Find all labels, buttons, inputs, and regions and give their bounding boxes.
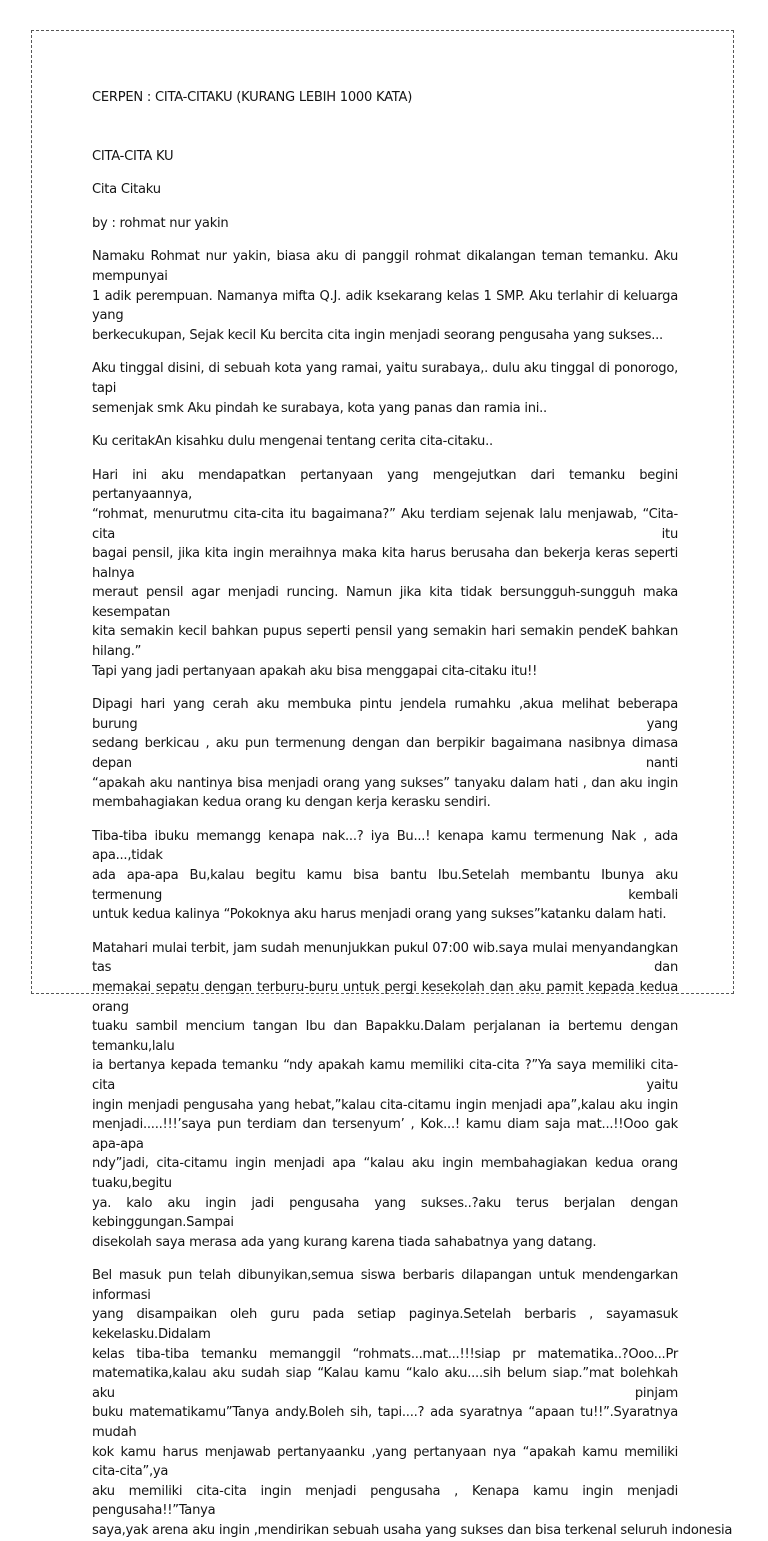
- paragraph: [92, 1266, 733, 1540]
- paragraph-line: menjadi.....!!!’saya pun terdiam dan tersenyum’ , Kok...! kamu diam saja mat...!!Ooo gak apa-apa: [92, 1117, 678, 1152]
- document-header: CERPEN : CITA-CITAKU (KURANG LEBIH 1000 KATA): [92, 90, 413, 105]
- paragraph-line: memakai sepatu dengan terburu-buru untuk pergi kesekolah dan aku pamit kepada kedua orang: [92, 979, 678, 1015]
- paragraph: [92, 359, 678, 418]
- paragraph-line: membahagiakan kedua orang ku dengan kerja kerasku sendiri.: [92, 795, 491, 811]
- paragraph-line: matematika,kalau aku sudah siap “Kalau kamu “kalo aku....sih belum siap.”mat bolehkah aku pinjam: [92, 1366, 678, 1401]
- paragraph: [92, 939, 678, 1253]
- story-title: CITA-CITA KU: [92, 148, 174, 164]
- paragraph: [92, 432, 678, 452]
- paragraph-line: Tapi yang jadi pertanyaan apakah aku bisa menggapai cita-citaku itu!!: [92, 663, 538, 679]
- paragraph-line: Dipagi hari yang cerah aku membuka pintu jendela rumahku ,akua melihat beberapa burung yang: [92, 697, 678, 732]
- paragraph-line: yang disampaikan oleh guru pada setiap paginya.Setelah berbaris , sayamasuk kekelasku.Didalam: [92, 1307, 678, 1343]
- paragraph-line: aku memiliki cita-cita ingin menjadi pengusaha , Kenapa kamu ingin menjadi pengusaha!!”Tanya: [92, 1483, 678, 1519]
- paragraph-line: ya. kalo aku ingin jadi pengusaha yang sukses..?aku terus berjalan dengan kebinggungan.Sampai: [92, 1195, 678, 1231]
- paragraph-line: saya,yak arena aku ingin ,mendirikan sebuah usaha yang sukses dan bisa terkenal seluruh indonesia: [92, 1523, 733, 1538]
- paragraph-line: Bel masuk pun telah dibunyikan,semua siswa berbaris dilapangan untuk mendengarkan informasi: [92, 1268, 678, 1303]
- paragraph-line: ada apa-apa Bu,kalau begitu kamu bisa bantu Ibu.Setelah membantu Ibunya aku termenung kembali: [92, 868, 678, 903]
- story-subtitle: Cita Citaku: [92, 182, 161, 198]
- paragraph-line: semenjak smk Aku pindah ke surabaya, kota yang panas dan ramia ini..: [92, 400, 547, 416]
- paragraph-line: kelas tiba-tiba temanku memanggil “rohmats...mat...!!!siap pr matematika..?Ooo...Pr: [92, 1346, 678, 1362]
- paragraph-line: sedang berkicau , aku pun termenung dengan dan berpikir bagaimana nasibnya dimasa depan nanti: [92, 736, 678, 772]
- paragraph-line: kita semakin kecil bahkan pupus seperti pensil yang semakin hari semakin pendeK bahkan hilang.”: [92, 624, 678, 660]
- paragraph-line: ndy”jadi, cita-citamu ingin menjadi apa “kalau aku ingin membahagiakan kedua orang tuaku,begitu: [92, 1156, 678, 1191]
- paragraph-line: untuk kedua kalinya “Pokoknya aku harus menjadi orang yang sukses”katanku dalam hati.: [92, 907, 667, 923]
- paragraph-line: disekolah saya merasa ada yang kurang karena tiada sahabatnya yang datang.: [92, 1234, 597, 1250]
- paragraph: [92, 827, 678, 925]
- paragraph-line: tuaku sambil mencium tangan Ibu dan Bapakku.Dalam perjalanan ia bertemu dengan temanku,lalu: [92, 1019, 678, 1054]
- paragraph-line: berkecukupan, Sejak kecil Ku bercita cita ingin menjadi seorang pengusaha yang sukses...: [92, 327, 663, 343]
- paragraph: [92, 466, 678, 682]
- paragraph-line: Matahari mulai terbit, jam sudah menunjukkan pukul 07:00 wib.saya mulai menyandangkan tas dan: [92, 940, 678, 976]
- paragraph-line: Ku ceritakAn kisahku dulu mengenai tentang cerita cita-citaku..: [92, 434, 493, 450]
- story-author: by : rohmat nur yakin: [92, 215, 229, 231]
- paragraph-line: buku matematikamu”Tanya andy.Boleh sih, tapi....? ada syaratnya “apaan tu!!”.Syaratnya mudah: [92, 1405, 678, 1441]
- paragraph-line: meraut pensil agar menjadi runcing. Namun jika kita tidak bersungguh-sungguh maka kesempatan: [92, 585, 678, 620]
- paragraph-line: ia bertanya kepada temanku “ndy apakah kamu memiliki cita-cita ?”Ya saya memiliki cita-cita yaitu: [92, 1058, 678, 1093]
- paragraph-line: Namaku Rohmat nur yakin, biasa aku di panggil rohmat dikalangan teman temanku. Aku mempunyai: [92, 249, 678, 284]
- paragraph-line: bagai pensil, jika kita ingin meraihnya maka kita harus berusaha dan bekerja keras seperti halnya: [92, 546, 678, 581]
- paragraph-line: 1 adik perempuan. Namanya mifta Q.J. adik ksekarang kelas 1 SMP. Aku terlahir di keluarga yang: [92, 288, 678, 324]
- paragraph-line: ingin menjadi pengusaha yang hebat,”kalau cita-citamu ingin menjadi apa”,kalau aku ingin: [92, 1097, 678, 1113]
- story-paragraphs: [92, 247, 733, 1540]
- document-body: [92, 88, 733, 1541]
- paragraph-line: “apakah aku nantinya bisa menjadi orang yang sukses” tanyaku dalam hati , dan aku ingin: [92, 775, 678, 791]
- paragraph-line: Aku tinggal disini, di sebuah kota yang ramai, yaitu surabaya,. dulu aku tinggal di ponorogo, tapi: [92, 361, 678, 396]
- paragraph: [92, 695, 678, 813]
- paragraph-line: “rohmat, menurutmu cita-cita itu bagaimana?” Aku terdiam sejenak lalu menjawab, “Cita-cita itu: [92, 506, 678, 542]
- paragraph-line: Tiba-tiba ibuku memangg kenapa nak...? iya Bu...! kenapa kamu termenung Nak , ada apa...,tidak: [92, 828, 678, 864]
- paragraph-line: Hari ini aku mendapatkan pertanyaan yang mengejutkan dari temanku begini pertanyaannya,: [92, 467, 678, 503]
- paragraph-line: kok kamu harus menjawab pertanyaanku ,yang pertanyaan nya “apakah kamu memiliki cita-cita”,ya: [92, 1444, 678, 1480]
- paragraph: [92, 247, 678, 345]
